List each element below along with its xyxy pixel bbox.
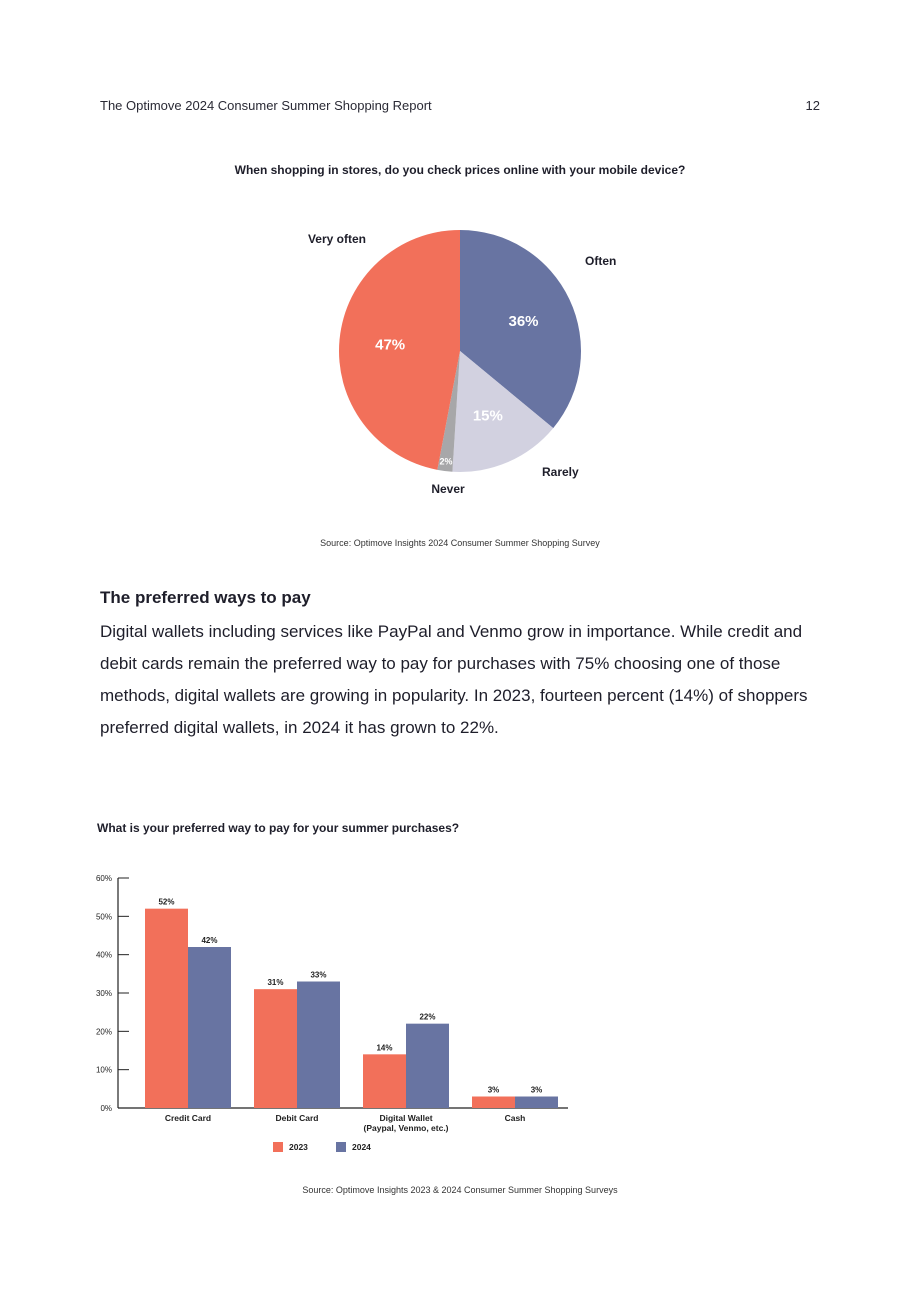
bar-data-label: 52% bbox=[158, 897, 175, 907]
legend-swatch-2023 bbox=[273, 1142, 283, 1152]
bar-2023 bbox=[145, 909, 188, 1108]
bar-data-label: 3% bbox=[530, 1085, 543, 1095]
bar-data-label: 42% bbox=[201, 936, 218, 945]
y-tick-label: 30% bbox=[95, 989, 112, 998]
y-tick-label: 0% bbox=[100, 1104, 112, 1113]
bar-2023 bbox=[363, 1054, 406, 1108]
pie-category-label-very-often: Very often bbox=[307, 232, 366, 246]
bar-2023 bbox=[472, 1097, 515, 1109]
legend-label-2023: 2023 bbox=[289, 1142, 308, 1152]
x-category-label: Cash bbox=[504, 1113, 526, 1123]
pie-chart-title: When shopping in stores, do you check prices online with your mobile device? bbox=[234, 163, 686, 177]
bar-chart-source: Source: Optimove Insights 2023 & 2024 Consumer Summer Shopping Surveys bbox=[302, 1185, 618, 1195]
section-heading: The preferred ways to pay bbox=[100, 588, 311, 607]
report-title: The Optimove 2024 Consumer Summer Shopping Report bbox=[100, 98, 432, 113]
y-tick-label: 10% bbox=[95, 1065, 112, 1075]
bar-data-label: 3% bbox=[487, 1085, 500, 1095]
pie-chart-source: Source: Optimove Insights 2024 Consumer Summer Shopping Survey bbox=[320, 538, 600, 548]
bar-data-label: 31% bbox=[267, 978, 284, 988]
x-category-label: Digital Wallet bbox=[379, 1113, 433, 1123]
x-category-label: Debit Card bbox=[275, 1113, 319, 1123]
section-body-text: Digital wallets including services like PayPal and Venmo grow in importance. While credit and debit cards remain the preferred way to pay for purchases with 75% choosing one of those methods, digital wallets are growing in popularity. In 2023, fourteen percent (14%) of shoppers preferred digital wallets, in 2024 it has grown to 22%. bbox=[100, 622, 808, 737]
pie-value-label-never: 2% bbox=[439, 456, 453, 467]
y-tick-label: 50% bbox=[95, 912, 112, 922]
legend-label-2024: 2024 bbox=[352, 1142, 371, 1152]
page-number: 12 bbox=[805, 98, 820, 113]
bar-2024 bbox=[188, 947, 231, 1108]
pie-value-label-rarely: 15% bbox=[472, 407, 503, 425]
bar-chart-title: What is your preferred way to pay for your summer purchases? bbox=[97, 821, 460, 835]
bar-data-label: 33% bbox=[310, 970, 327, 980]
pie-value-label-often: 36% bbox=[508, 313, 539, 331]
legend-swatch-2024 bbox=[336, 1142, 346, 1152]
bar-2023 bbox=[254, 989, 297, 1108]
pie-value-label-very-often: 47% bbox=[375, 336, 406, 354]
bar-data-label: 22% bbox=[419, 1012, 436, 1022]
pie-category-label-never: Never bbox=[431, 482, 465, 496]
bar-2024 bbox=[515, 1097, 558, 1109]
bar-2024 bbox=[297, 982, 340, 1109]
pie-category-label-rarely: Rarely bbox=[542, 465, 579, 479]
y-tick-label: 20% bbox=[95, 1027, 112, 1037]
bar-2024 bbox=[406, 1024, 449, 1108]
pie-category-label-often: Often bbox=[585, 254, 617, 268]
y-tick-label: 60% bbox=[95, 874, 112, 883]
x-category-label: Credit Card bbox=[164, 1113, 212, 1123]
bar-data-label: 14% bbox=[376, 1043, 393, 1053]
y-tick-label: 40% bbox=[95, 950, 112, 960]
x-category-label: (Paypal, Venmo, etc.) bbox=[363, 1123, 449, 1133]
